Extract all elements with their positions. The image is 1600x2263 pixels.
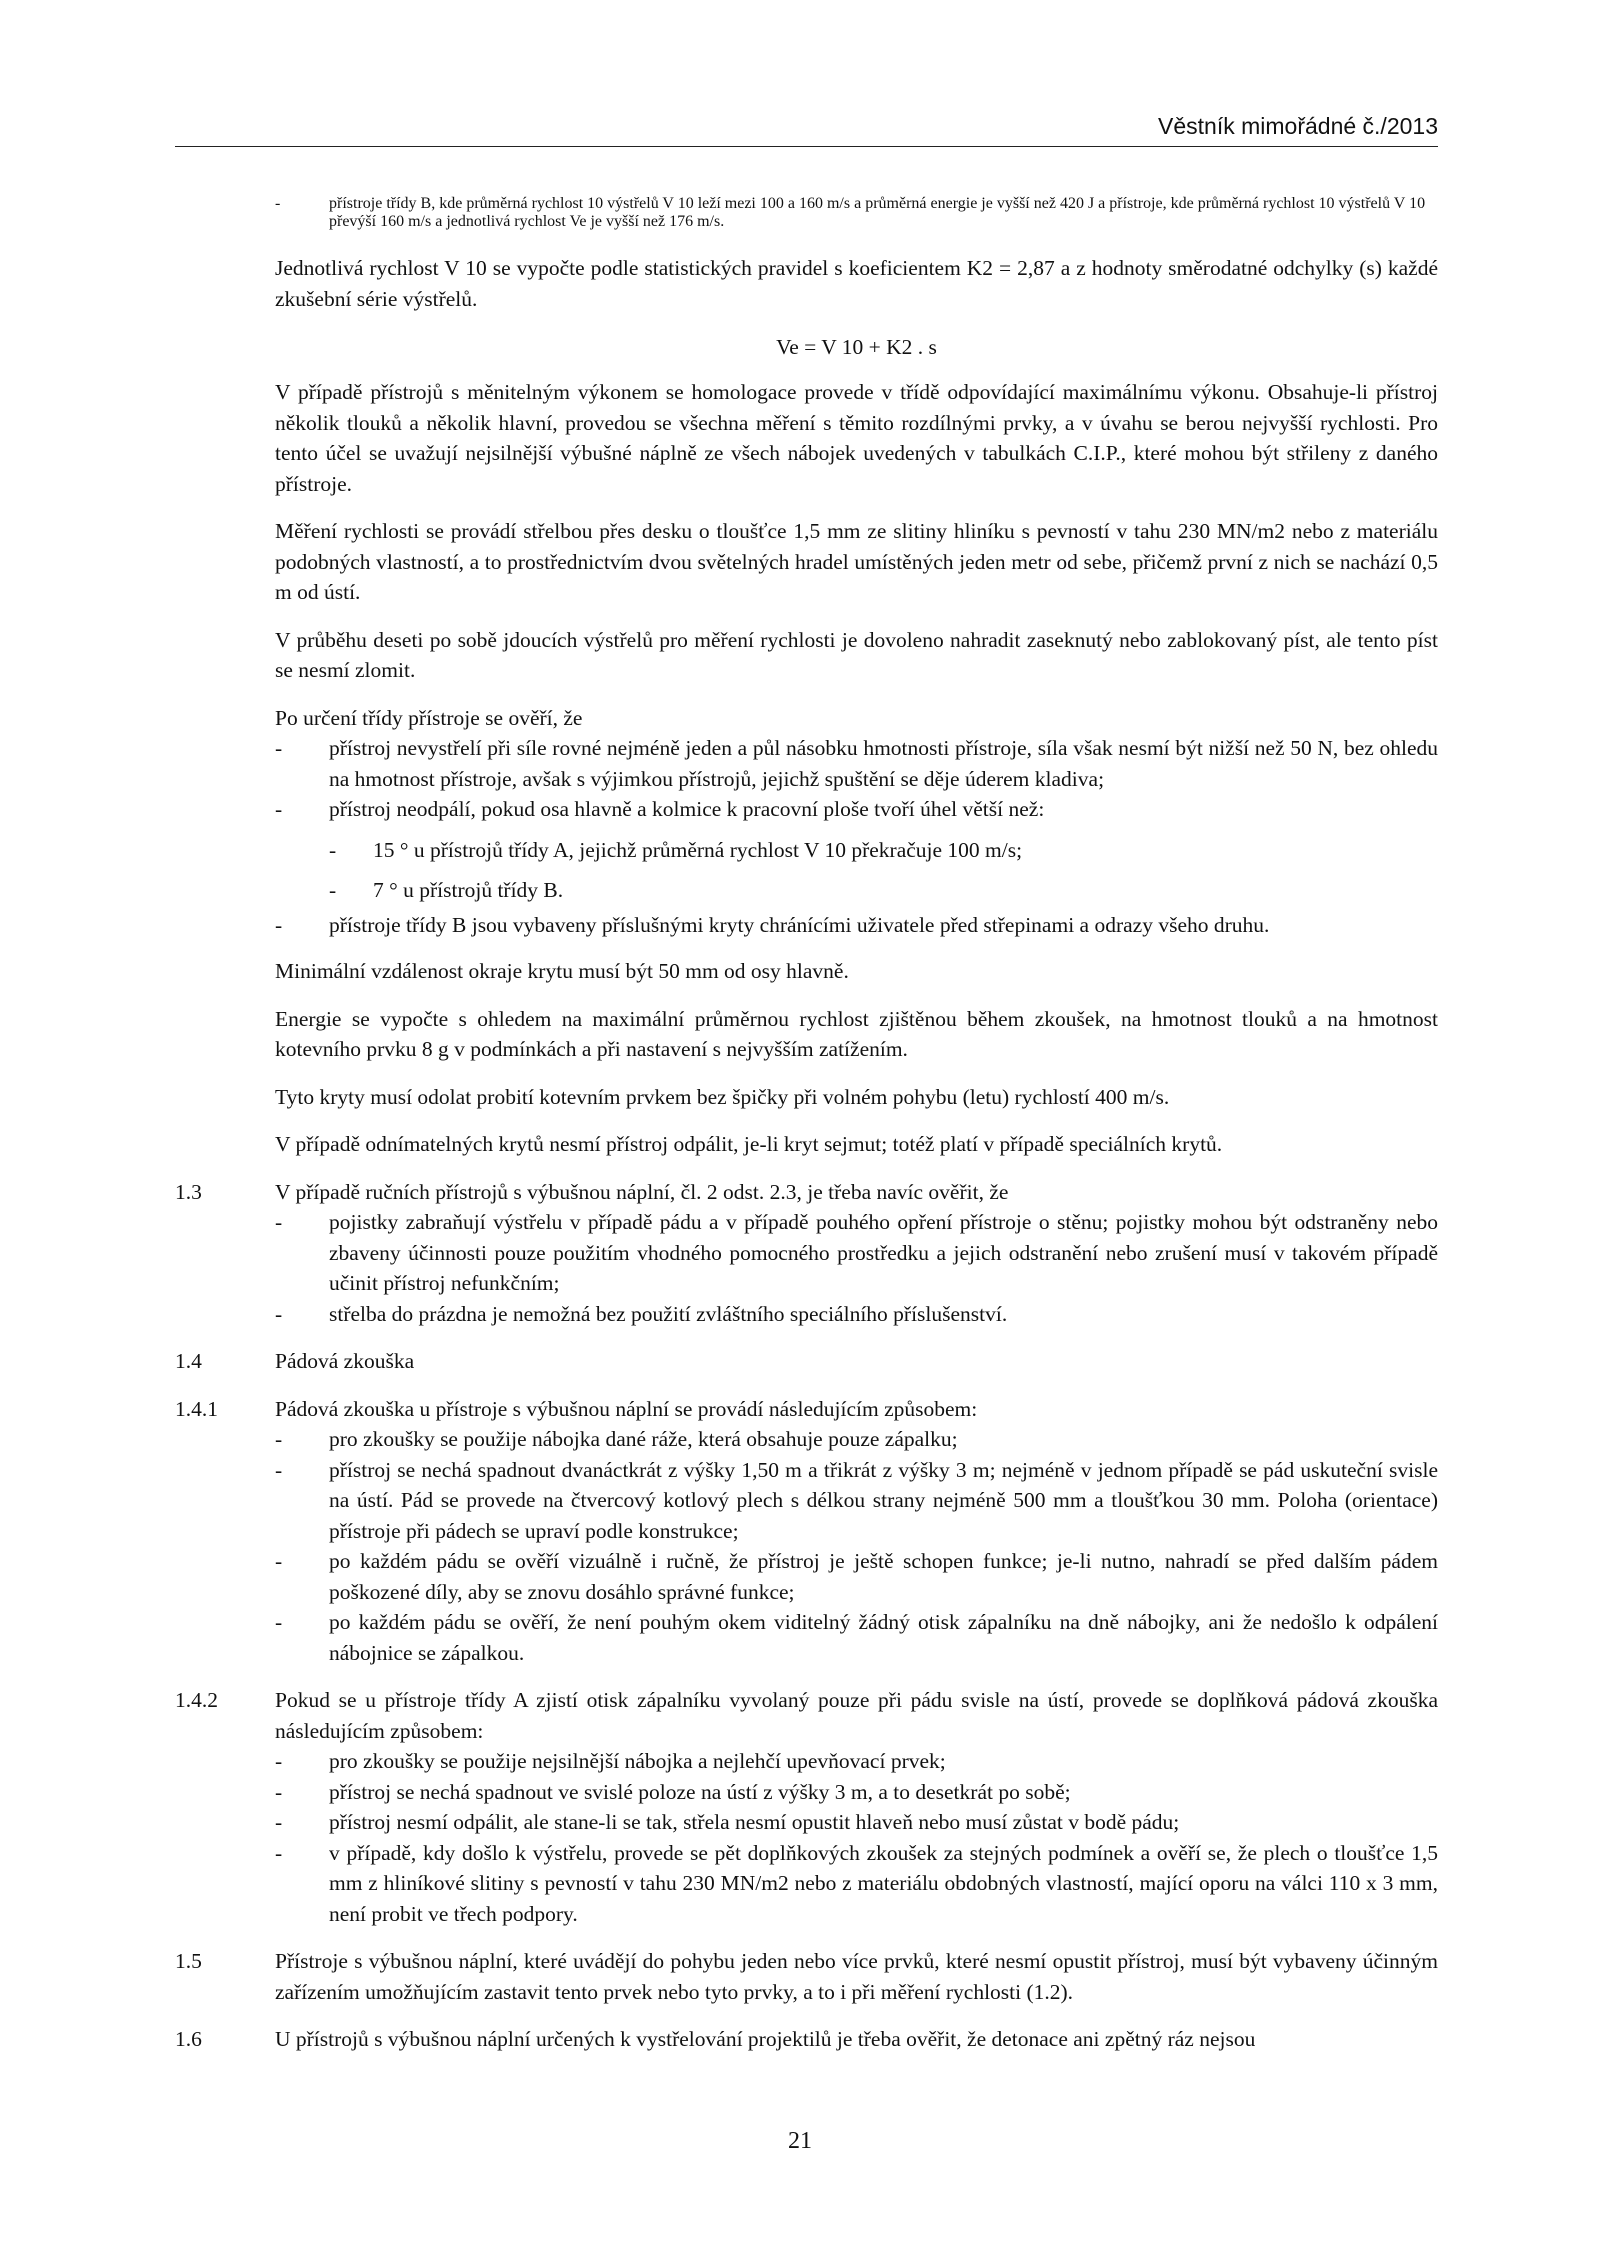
paragraph-homologace: [175, 377, 1438, 499]
section-lead: Pokud se u přístroje třídy A zjistí otisk zápalníku vyvolaný pouze při pádu svisle na ústí, provede se doplňková pádová zkouška následujícím způsobem:: [275, 1688, 1438, 1743]
list-item: [275, 1207, 1438, 1299]
paragraph-text: Jednotlivá rychlost V 10 se vypočte podle statistických pravidel s koeficientem K2 = 2,87 a z hodnoty směrodatné odchylky (s) každé zkušební série výstřelů.: [275, 256, 1438, 311]
list-item-text: přístroj se nechá spadnout ve svislé poloze na ústí z výšky 3 m, a to desetkrát po sobě;: [329, 1779, 1071, 1804]
kryty-list: [175, 910, 1438, 941]
section-list: [275, 1207, 1438, 1329]
list-item: [275, 1424, 1438, 1455]
paragraph-text: V případě přístrojů s měnitelným výkonem se homologace provede v třídě odpovídající maximálnímu výkonu. Obsahuje-li přístroj několik tlouků a několik hlavní, provedou se všechna měření s těmito rozdílnými prvky, a v úvahu se berou nejvyšší rychlosti. Pro tento účel se uvažují nejsilnější výbušné náplně ze všech nábojek uvedených v tabulkách C.I.P., které mohou být střileny z daného přístroje.: [275, 380, 1438, 496]
paragraph-urceni: [175, 703, 1438, 941]
paragraph-odnimatelne: [175, 1129, 1438, 1160]
section-1-3: [175, 1177, 1438, 1330]
section-number: 1.6: [175, 2027, 202, 2051]
paragraph-text: V průběhu deseti po sobě jdoucích výstřelů pro měření rychlosti je dovoleno nahradit zaseknutý nebo zablokovaný píst, ale tento píst se nesmí zlomit.: [275, 627, 1438, 682]
list-item-text: pro zkoušky se použije nejsilnější nábojka a nejlehčí upevňovací prvek;: [329, 1749, 946, 1773]
section-list: [275, 1424, 1438, 1668]
list-item-text: přístroje třídy B, kde průměrná rychlost 10 výstřelů V 10 leží mezi 100 a 160 m/s a průměrná energie je vyšší než 420 J a přístroje, kde průměrná rychlost 10 výstřelů V 10 převýší 160 m/s a jednotlivá rychlost Ve je vyšší než 176 m/s.: [329, 195, 1426, 230]
paragraph-text: Minimální vzdálenost okraje krytu musí být 50 mm od osy hlavně.: [275, 959, 849, 983]
section-1-6: [175, 2024, 1438, 2055]
angle-sublist: [275, 835, 1438, 906]
section-lead: Pádová zkouška u přístroje s výbušnou náplní se provádí následujícím způsobem:: [275, 1396, 978, 1421]
section-number: 1.5: [175, 1949, 202, 1973]
list-item-text: po každém pádu se ověří vizuálně i ručně, že přístroj je ještě schopen funkce; je-li nutno, nahradí se před dalším pádem poškozené díly, aby se znovu dosáhlo správné funkce;: [329, 1549, 1438, 1604]
paragraph-rychlost: [175, 253, 1438, 314]
list-item: [275, 1299, 1438, 1330]
list-item: [275, 1838, 1438, 1930]
paragraph-tyto: [175, 1082, 1438, 1113]
section-text: U přístrojů s výbušnou náplní určených k vystřelování projektilů je třeba ověřit, že detonace ani zpětný ráz nejsou: [275, 2027, 1256, 2051]
list-item-text: přístroj nevystřelí při síle rovné nejméně jeden a půl násobku hmotnosti přístroje, síla však nesmí být nižší než 50 N, bez ohledu na hmotnost přístroje, avšak s výjimkou přístrojů, jejichž spuštění se děje úderem kladiva;: [329, 736, 1438, 791]
page-header: [175, 112, 1438, 147]
list-item: [275, 1455, 1438, 1547]
formula: [175, 332, 1438, 362]
paragraph-mereni: [175, 516, 1438, 608]
list-item-text: pojistky zabraňují výstřelu v případě pádu a v případě pouhého opření přístroje o stěnu; pojistky mohou být odstraněny nebo zbaveny účinnosti pouze použitím vhodného pomocného prostředku a jejich odstranění nebo zrušení musí v takovém případě učinit přístroj nefunkčním;: [329, 1210, 1438, 1295]
list-item: [275, 1746, 1438, 1777]
class-b-list: [175, 195, 1438, 231]
section-1-5: [175, 1946, 1438, 2007]
section-1-4-2: [175, 1685, 1438, 1929]
document-body: [175, 195, 1438, 2072]
paragraph-text: Energie se vypočte s ohledem na maximální průměrnou rychlost zjištěnou během zkoušek, na hmotnost tlouků a na hmotnost kotevního prvku 8 g v podmínkách a při nastavení s nejvyšším zatížením.: [275, 1006, 1438, 1061]
list-item: [275, 1607, 1438, 1668]
list-item-text: přístroj se nechá spadnout dvanáctkrát z výšky 1,50 m a třikrát z výšky 3 m; nejméně v jednom případě se pád uskuteční svisle na ústí. Pád se provede na čtvercový kotlový plech s délkou strany nejméně 500 mm a tloušťkou 30 mm. Poloha (orientace) přístroje při pádech se upraví podle konstrukce;: [329, 1457, 1438, 1543]
list-item: [275, 1807, 1438, 1838]
list-item-text: 7 ° u přístrojů třídy B.: [373, 878, 564, 902]
sublist-item: [275, 875, 1438, 906]
paragraph-energie: [175, 1004, 1438, 1065]
header-title: Věstník mimořádné č./2013: [1158, 113, 1438, 139]
section-number: 1.4: [175, 1349, 202, 1373]
paragraph-prubeh: [175, 625, 1438, 686]
list-item-text: 15 ° u přístrojů třídy A, jejichž průměrná rychlost V 10 překračuje 100 m/s;: [373, 837, 1023, 862]
urceni-list: [175, 733, 1438, 825]
list-item: [175, 910, 1438, 941]
paragraph-text: Měření rychlosti se provádí střelbou přes desku o tloušťce 1,5 mm ze slitiny hliníku s pevností v tahu 230 MN/m2 nebo z materiálu podobných vlastností, a to prostřednictvím dvou světelných hradel umístěných jeden metr od sebe, přičemž první z nich se nachází 0,5 m od ústí.: [275, 519, 1438, 604]
list-item-text: pro zkoušky se použije nábojka dané ráže, která obsahuje pouze zápalku;: [329, 1427, 958, 1451]
paragraph-text: V případě odnímatelných krytů nesmí přístroj odpálit, je-li kryt sejmut; totéž platí v případě speciálních krytů.: [275, 1132, 1223, 1156]
section-1-4: [175, 1346, 1438, 1377]
section-title: Pádová zkouška: [275, 1349, 415, 1373]
section-text: Přístroje s výbušnou náplní, které uvádějí do pohybu jeden nebo více prvků, které nesmí opustit přístroj, musí být vybaveny účinným zařízením umožňujícím zastavit tento prvek nebo tyto prvky, a to i při měření rychlosti (1.2).: [275, 1949, 1438, 2004]
list-item: [175, 794, 1438, 825]
list-item-text: přístroje třídy B jsou vybaveny příslušnými kryty chránícími uživatele před střepinami a odrazy všeho druhu.: [329, 912, 1270, 937]
page-number: 21: [788, 2128, 812, 2154]
section-1-4-1: [175, 1394, 1438, 1669]
section-number: 1.4.1: [175, 1396, 218, 1421]
list-item-text: po každém pádu se ověří, že není pouhým okem viditelný žádný otisk zápalníku na dně nábojky, ani že nedošlo k odpálení nábojnice se zápalkou.: [329, 1610, 1438, 1665]
list-item-text: střelba do prázdna je nemožná bez použití zvláštního speciálního příslušenství.: [329, 1301, 1008, 1326]
list-item-text: v případě, kdy došlo k výstřelu, provede se pět doplňkových zkoušek za stejných podmínek a ověří se, že plech o tloušťce 1,5 mm z hliníkové slitiny s pevností v tahu 230 MN/m2 nebo z materiálu obdobných vlastností, mající oporu na válci 110 x 3 mm, není probit ve třech podpory.: [329, 1840, 1438, 1926]
list-item: [175, 195, 1438, 231]
list-item: [175, 733, 1438, 794]
list-item-text: přístroj nesmí odpálit, ale stane-li se tak, střela nesmí opustit hlaveň nebo musí zůstat v bodě pádu;: [329, 1810, 1180, 1834]
section-list: [275, 1746, 1438, 1929]
section-lead: V případě ručních přístrojů s výbušnou náplní, čl. 2 odst. 2.3, je třeba navíc ověřit, že: [275, 1179, 1009, 1204]
section-number: 1.3: [175, 1179, 202, 1204]
list-item-text: přístroj neodpálí, pokud osa hlavně a kolmice k pracovní ploše tvoří úhel větší než:: [329, 797, 1045, 821]
paragraph-text: Po určení třídy přístroje se ověří, že: [275, 705, 583, 730]
formula-text: Ve = V 10 + K2 . s: [776, 335, 937, 359]
paragraph-min: [175, 956, 1438, 987]
list-item: [275, 1546, 1438, 1607]
sublist-item: [275, 835, 1438, 866]
paragraph-text: Tyto kryty musí odolat probití kotevním prvkem bez špičky při volném pohybu (letu) rychlostí 400 m/s.: [275, 1084, 1170, 1109]
section-number: 1.4.2: [175, 1688, 218, 1712]
list-item: [275, 1777, 1438, 1808]
